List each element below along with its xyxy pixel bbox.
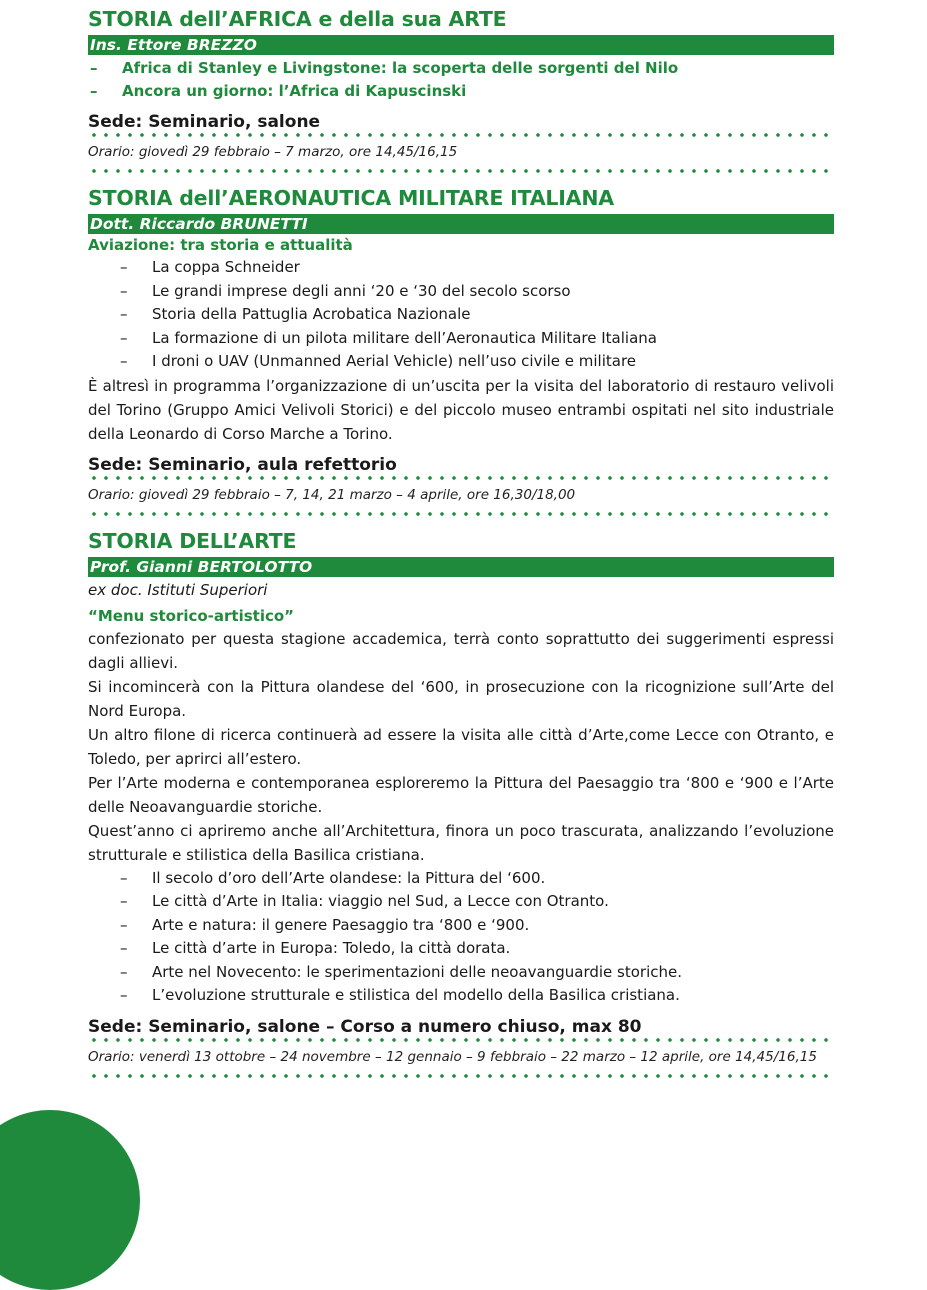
topic-list xyxy=(88,256,834,374)
list-item: – Ancora un giorno: l’Africa di Kapuscinski xyxy=(88,80,834,103)
description-paragraph: Si incomincerà con la Pittura olandese del ‘600, in prosecuzione con la ricognizione sull’Arte del Nord Europa. xyxy=(88,677,834,720)
dotted-divider xyxy=(88,512,834,516)
green-corner-decoration xyxy=(0,1110,140,1290)
topic-list xyxy=(88,57,834,103)
teacher-bar: Ins. Ettore BREZZO xyxy=(88,35,834,55)
list-item: – La coppa Schneider xyxy=(88,256,834,280)
venue-label: Sede: Seminario, salone – Corso a numero chiuso, max 80 xyxy=(88,1016,642,1037)
list-item: – Le città d’Arte in Italia: viaggio nel Sud, a Lecce con Otranto. xyxy=(88,890,834,914)
course-page xyxy=(88,6,834,1078)
teacher-bar: Prof. Gianni BERTOLOTTO xyxy=(88,557,834,577)
dotted-divider xyxy=(88,169,834,173)
list-item: – La formazione di un pilota militare dell’Aeronautica Militare Italiana xyxy=(88,327,834,351)
list-item: – Africa di Stanley e Livingstone: la scoperta delle sorgenti del Nilo xyxy=(88,57,834,80)
venue-label: Sede: Seminario, aula refettorio xyxy=(88,454,397,475)
course-section-aeronautica xyxy=(88,185,834,516)
schedule-text: Orario: giovedì 29 febbraio – 7, 14, 21 marzo – 4 aprile, ore 16,30/18,00 xyxy=(88,486,576,503)
list-item: – I droni o UAV (Unmanned Aerial Vehicle) nell’uso civile e militare xyxy=(88,350,834,374)
schedule-text: Orario: giovedì 29 febbraio – 7 marzo, ore 14,45/16,15 xyxy=(88,144,458,160)
schedule-text: Orario: venerdì 13 ottobre – 24 novembre – 12 gennaio – 9 febbraio – 22 marzo – 12 aprile, ore 14,45/16,15 xyxy=(88,1048,817,1065)
course-section-arte xyxy=(88,528,834,1078)
venue-label: Sede: Seminario, salone xyxy=(88,112,321,132)
section-title: STORIA dell’AERONAUTICA MILITARE ITALIANA xyxy=(88,186,614,210)
description-paragraph: Quest’anno ci apriremo anche all’Architettura, finora un poco trascurata, analizzando l’evoluzione strutturale e stilistica della Basilica cristiana. xyxy=(88,821,834,864)
list-item: – Le città d’arte in Europa: Toledo, la città dorata. xyxy=(88,937,834,961)
course-section-africa xyxy=(88,6,834,173)
section-title: STORIA DELL’ARTE xyxy=(88,528,297,553)
teacher-affiliation: ex doc. Istituti Superiori xyxy=(88,580,268,599)
list-item: – L’evoluzione strutturale e stilistica del modello della Basilica cristiana. xyxy=(88,984,834,1008)
description-paragraph: confezionato per questa stagione accademica, terrà conto soprattutto dei suggerimenti espressi dagli allievi. xyxy=(88,629,834,672)
course-subtitle: Aviazione: tra storia e attualità xyxy=(88,236,353,254)
list-item: – Il secolo d’oro dell’Arte olandese: la Pittura del ‘600. xyxy=(88,867,834,891)
section-title: STORIA dell’AFRICA e della sua ARTE xyxy=(88,7,507,31)
dotted-divider xyxy=(88,1074,834,1078)
list-item: – Arte e natura: il genere Paesaggio tra ‘800 e ‘900. xyxy=(88,914,834,938)
list-item: – Le grandi imprese degli anni ‘20 e ‘30 del secolo scorso xyxy=(88,280,834,304)
description-paragraph: È altresì in programma l’organizzazione di un’uscita per la visita del laboratorio di restauro velivoli del Torino (Gruppo Amici Velivoli Storici) e del piccolo museo entrambi ospitati nel sito industriale della Leonardo di Corso Marche a Torino. xyxy=(88,376,834,443)
course-subtitle: “Menu storico-artistico” xyxy=(88,606,295,625)
list-item: – Arte nel Novecento: le sperimentazioni delle neoavanguardie storiche. xyxy=(88,961,834,985)
teacher-bar: Dott. Riccardo BRUNETTI xyxy=(88,214,834,234)
description-paragraph: Un altro filone di ricerca continuerà ad essere la visita alle città d’Arte,come Lecce con Otranto, e Toledo, per aprirci all’estero. xyxy=(88,725,834,768)
topic-list xyxy=(88,867,834,1008)
description-paragraph: Per l’Arte moderna e contemporanea esploreremo la Pittura del Paesaggio tra ‘800 e ‘900 e l’Arte delle Neoavanguardie storiche. xyxy=(88,773,834,816)
list-item: – Storia della Pattuglia Acrobatica Nazionale xyxy=(88,303,834,327)
